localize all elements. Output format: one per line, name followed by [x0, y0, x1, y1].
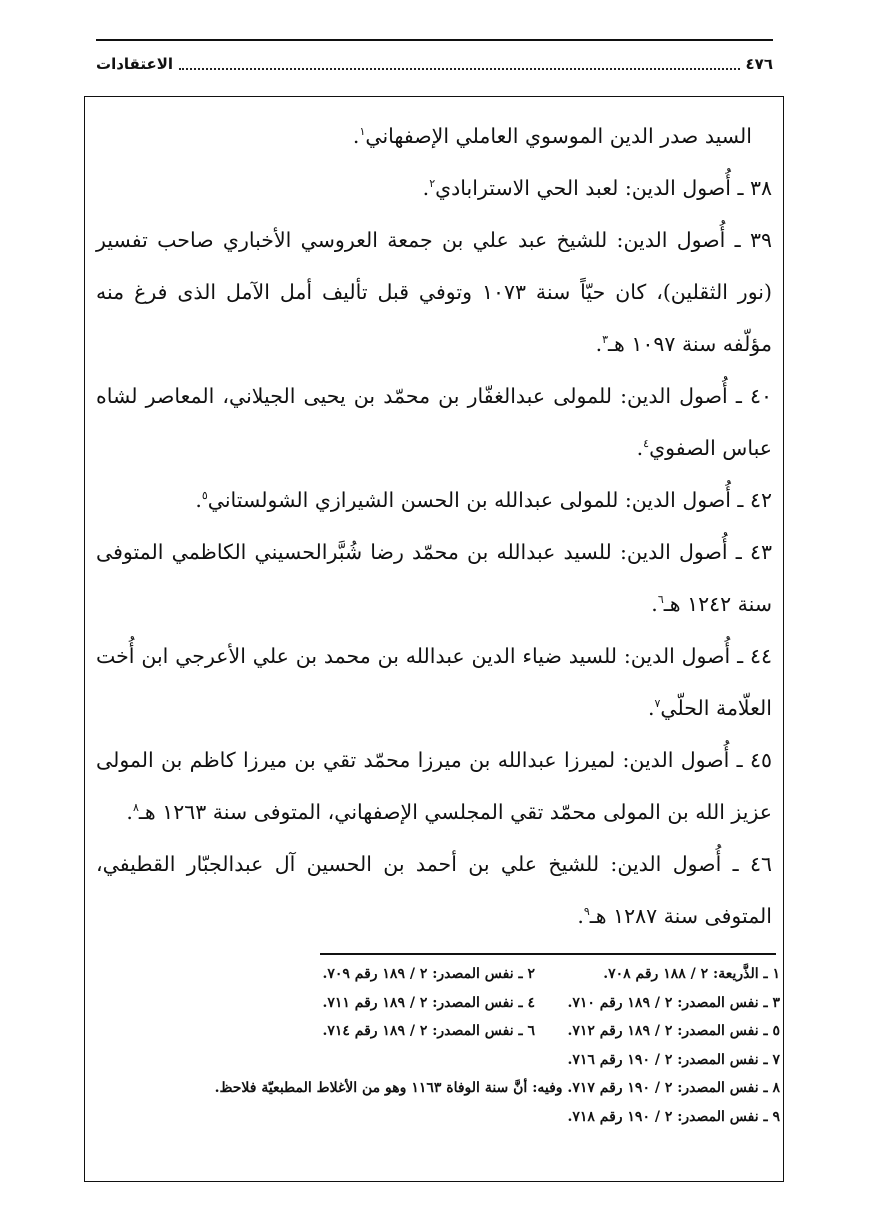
entry-43: ٤٣ ـ أُصول الدين: للسيد عبدالله بن محمّد رضا شُبَّرالحسيني الكاظمي المتوفى سنة ١٢٤٢ هـ$^٦$. [96, 540, 772, 616]
footnote-marker: ٤ [643, 437, 650, 451]
footnote-3: ٣ ـ نفس المصدر: ٢ / ١٨٩ رقم ٧١٠. [567, 994, 780, 1011]
running-header [96, 50, 773, 78]
footnote-2: ٢ ـ نفس المصدر: ٢ / ١٨٩ رقم ٧٠٩. [322, 966, 535, 982]
entry-38: ٣٨ ـ أُصول الدين: لعبد الحي الاسترابادي$^٢$. [422, 176, 772, 200]
footnote-marker: ٣ [602, 333, 609, 347]
entry-44: ٤٤ ـ أُصول الدين: للسيد ضياء الدين عبدالله بن محمد بن علي الأعرجي ابن أُخت العلّامة الحلّي$^٧$. [96, 644, 772, 720]
entry-42: ٤٢ ـ أُصول الدين: للمولى عبدالله بن الحسن الشيرازي الشولستاني$^٥$. [195, 488, 772, 512]
footnote-7: ٧ ـ نفس المصدر: ٢ / ١٩٠ رقم ٧١٦. [567, 1051, 780, 1068]
main-text [96, 110, 772, 942]
header-dot-leader [179, 58, 740, 70]
entry-continuation: السيد صدر الدين الموسوي العاملي الإصفهاني$^١$. [352, 124, 752, 148]
footnote-marker: ٧ [654, 697, 661, 711]
footnote-9: ٩ ـ نفس المصدر: ٢ / ١٩٠ رقم ٧١٨. [567, 1108, 780, 1125]
footnote-marker: ٢ [429, 177, 436, 191]
running-title: الاعتقادات [96, 55, 174, 73]
footnote-6: ٦ ـ نفس المصدر: ٢ / ١٨٩ رقم ٧١٤. [322, 1023, 535, 1039]
top-rule [96, 39, 773, 41]
footnote-marker: ٦ [657, 593, 664, 607]
footnote-separator [320, 953, 776, 955]
footnote-5: ٥ ـ نفس المصدر: ٢ / ١٨٩ رقم ٧١٢. [567, 1023, 780, 1039]
footnote-marker: ٥ [201, 489, 208, 503]
footnote-row [100, 960, 780, 989]
footnote-1: ١ ـ الذَّريعة: ٢ / ١٨٨ رقم ٧٠٨. [603, 966, 780, 982]
entry-40: ٤٠ ـ أُصول الدين: للمولى عبدالغفّار بن محمّد بن يحيى الجيلاني، المعاصر لشاه عباس الصفوي$^٤$. [96, 384, 772, 460]
footnote-marker: ٨ [132, 801, 139, 815]
footnote-row [100, 989, 780, 1018]
footnote-row [100, 1017, 780, 1046]
entry-39: ٣٩ ـ أُصول الدين: للشيخ عبد علي بن جمعة العروسي الأخباري صاحب تفسير (نور الثقلين)، كان حيّاً سنة ١٠٧٣ وتوفي قبل تأليف أمل الآمل الذى فرغ منه مؤلّفه سنة ١٠٩٧ هـ$^٣$. [96, 228, 773, 356]
footnote-marker: ١ [359, 125, 366, 139]
footnote-8: ٨ ـ نفس المصدر: ٢ / ١٩٠ رقم ٧١٧. وفيه: أنَّ سنة الوفاة ١١٦٣ وهو من الأغلاط المطبعيّة فلاحظ. [214, 1080, 780, 1096]
footnotes [100, 960, 780, 1131]
entry-45: ٤٥ ـ أُصول الدين: لميرزا عبدالله بن ميرزا محمّد تقي بن ميرزا كاظم بن المولى عزيز الله بن المولى محمّد تقي المجلسي الإصفهاني، المتوفى سنة ١٢٦٣ هـ$^٨$. [96, 748, 772, 824]
page-number: ٤٧٦ [745, 55, 773, 73]
footnote-4: ٤ ـ نفس المصدر: ٢ / ١٨٩ رقم ٧١١. [322, 994, 535, 1011]
entry-46: ٤٦ ـ أُصول الدين: للشيخ علي بن أحمد بن الحسين آل عبدالجبّار القطيفي، المتوفى سنة ١٢٨٧ هـ$^٩$. [96, 852, 772, 928]
footnote-marker: ٩ [583, 905, 590, 919]
